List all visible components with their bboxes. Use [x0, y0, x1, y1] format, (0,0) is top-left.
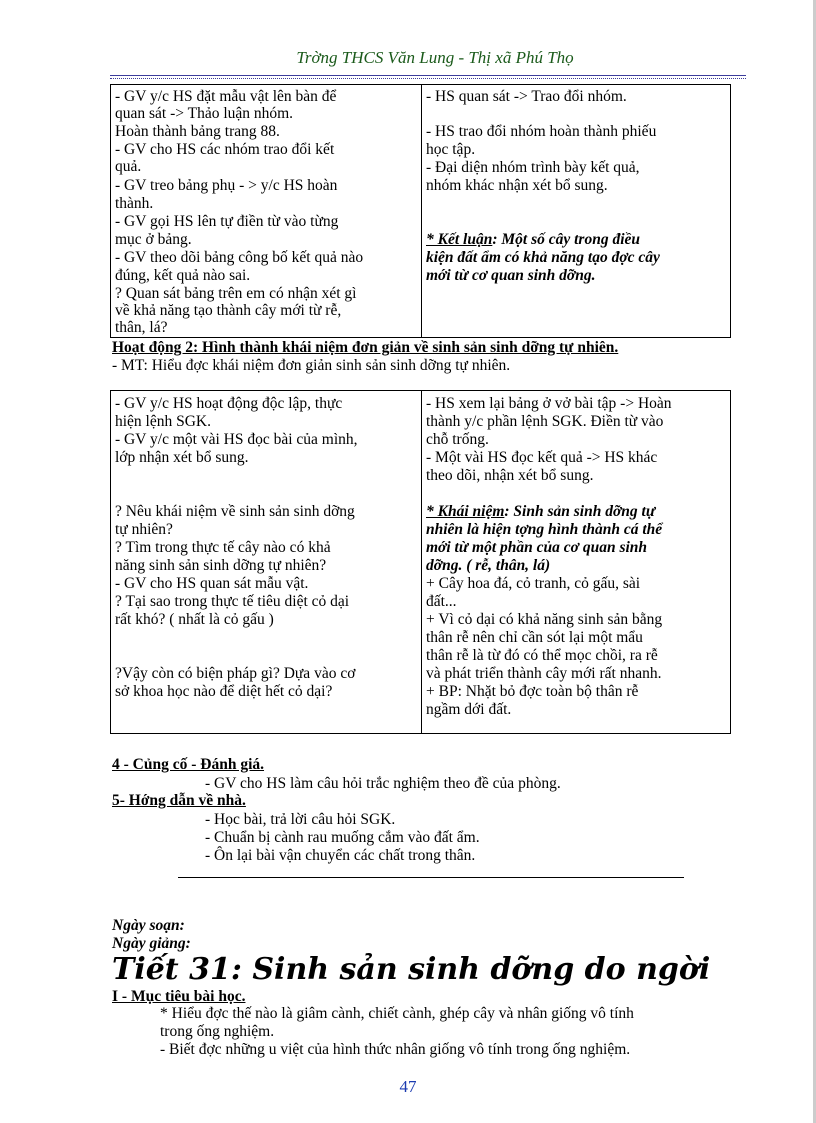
table-line: thân rễ là từ đó có thể mọc chồi, ra rễ: [426, 647, 658, 664]
table-line: - GV y/c một vài HS đọc bài của mình,: [115, 431, 358, 448]
conclusion-line: kiện đất ẩm có khả năng tạo đợc cây: [426, 249, 660, 266]
concept-text: : Sinh sản sinh dỡng tự: [504, 503, 656, 520]
concept-line: dỡng. ( rễ, thân, lá): [426, 557, 551, 574]
table-line: Hoàn thành bảng trang 88.: [115, 123, 280, 140]
table-line: ? Tìm trong thực tế cây nào có khả: [115, 539, 331, 556]
student-column: [422, 391, 730, 733]
conclusion-text: : Một số cây trong điều: [492, 231, 641, 248]
table-line: - GV cho HS quan sát mẫu vật.: [115, 575, 309, 592]
table-line: + Cây hoa đá, cỏ tranh, cỏ gấu, sài: [426, 575, 641, 592]
table-line: ? Quan sát bảng trên em có nhận xét gì: [115, 285, 357, 302]
activity2-title: Hoạt động 2: Hình thành khái niệm đơn giản về sinh sản sinh dỡng tự nhiên.: [112, 339, 619, 356]
activity2-goal: - MT: Hiểu đợc khái niệm đơn giản sinh sản sinh dỡng tự nhiên.: [112, 357, 511, 374]
section5-line: - Học bài, trả lời câu hỏi SGK.: [205, 811, 396, 828]
concept-line: mới từ một phần của cơ quan sinh: [426, 539, 648, 556]
table-line: ngầm dới đất.: [426, 701, 512, 718]
table-line: mục ở bảng.: [115, 231, 192, 248]
concept-line: nhiên là hiện tợng hình thành cá thể: [426, 521, 663, 538]
header-rule: [110, 75, 746, 76]
date-taught: Ngày giảng:: [112, 935, 191, 952]
table-line: - Một vài HS đọc kết quả -> HS khác: [426, 449, 658, 466]
page-header: Trờng THCS Văn Lung - Thị xã Phú Thọ: [296, 48, 574, 67]
section-separator: [178, 877, 684, 878]
concept: [426, 503, 726, 520]
table-line: thành y/c phần lệnh SGK. Điền từ vào: [426, 413, 664, 430]
table-line: chỗ trống.: [426, 431, 489, 448]
conclusion-label: * Kết luận: [426, 231, 493, 248]
table-line: quả.: [115, 158, 142, 175]
table-line: thành.: [115, 195, 154, 212]
activity2-table: [110, 390, 731, 734]
student-column: [422, 85, 730, 337]
conclusion: [426, 231, 726, 248]
table-line: - HS xem lại bảng ở vở bài tập -> Hoàn: [426, 395, 672, 412]
section5-line: - Ôn lại bài vận chuyển các chất trong thân.: [205, 847, 476, 864]
table-line: lớp nhận xét bổ sung.: [115, 449, 249, 466]
table-line: thân, lá?: [115, 319, 168, 336]
table-line: tự nhiên?: [115, 521, 173, 538]
date-prepared: Ngày soạn:: [112, 917, 185, 934]
table-line: + BP: Nhặt bỏ đợc toàn bộ thân rễ: [426, 683, 639, 700]
table-line: ?Vậy còn có biện pháp gì? Dựa vào cơ: [115, 665, 356, 682]
objective-line: * Hiểu đợc thế nào là giâm cành, chiết cành, ghép cây và nhân giống vô tính: [160, 1005, 634, 1022]
table-line: - GV theo dõi bảng công bố kết quả nào: [115, 249, 364, 266]
table-line: quan sát -> Thảo luận nhóm.: [115, 105, 294, 122]
section4-title: 4 - Củng cố - Đánh giá.: [112, 756, 265, 773]
objective-line: trong ống nghiệm.: [160, 1023, 275, 1040]
table-line: đất...: [426, 593, 457, 610]
table-line: và phát triển thành cây mới rất nhanh.: [426, 665, 662, 682]
table-line: về khả năng tạo thành cây mới từ rễ,: [115, 302, 342, 319]
table-line: năng sinh sản sinh dỡng tự nhiên?: [115, 557, 327, 574]
teacher-column: [111, 391, 421, 733]
table-line: - GV cho HS các nhóm trao đổi kết: [115, 141, 335, 158]
concept-label: * Khái niệm: [426, 503, 505, 520]
table-line: - GV treo bảng phụ - > y/c HS hoàn: [115, 177, 338, 194]
header-rule-dotted: [110, 78, 746, 79]
activity1-table: [110, 84, 731, 338]
table-line: - GV y/c HS hoạt động độc lập, thực: [115, 395, 343, 412]
table-line: - HS quan sát -> Trao đổi nhóm.: [426, 88, 627, 105]
lesson-title: Tiết 31: Sinh sản sinh dỡng do ngời: [112, 952, 711, 987]
table-line: rất khó? ( nhất là cỏ gấu ): [115, 611, 274, 628]
section5-line: - Chuẩn bị cành rau muống cắm vào đất ẩm.: [205, 829, 480, 846]
teacher-column: [111, 85, 421, 337]
section5-title: 5- Hớng dẫn về nhà.: [112, 792, 246, 809]
page-number: 47: [399, 1077, 417, 1096]
table-line: hiện lệnh SGK.: [115, 413, 212, 430]
table-line: + Vì cỏ dại có khả năng sinh sản bằng: [426, 611, 663, 628]
table-line: đúng, kết quả nào sai.: [115, 267, 251, 284]
table-line: - HS trao đổi nhóm hoàn thành phiếu: [426, 123, 657, 140]
table-line: ? Tại sao trong thực tế tiêu diệt cỏ dại: [115, 593, 350, 610]
objective-heading: I - Mục tiêu bài học.: [112, 988, 246, 1005]
table-line: nhóm khác nhận xét bổ sung.: [426, 177, 608, 194]
conclusion-line: mới từ cơ quan sinh dỡng.: [426, 267, 596, 284]
table-line: sở khoa học nào để diệt hết cỏ dại?: [115, 683, 333, 700]
table-line: học tập.: [426, 141, 476, 158]
table-line: theo dõi, nhận xét bổ sung.: [426, 467, 594, 484]
section4-line: - GV cho HS làm câu hỏi trắc nghiệm theo đề của phòng.: [205, 775, 561, 792]
table-line: - GV y/c HS đặt mẫu vật lên bàn để: [115, 88, 337, 105]
table-line: thân rễ nên chỉ cần sót lại một mẩu: [426, 629, 643, 646]
table-line: ? Nêu khái niệm về sinh sản sinh dỡng: [115, 503, 355, 520]
table-line: - Đại diện nhóm trình bày kết quả,: [426, 159, 640, 176]
objective-line: - Biết đợc những u việt của hình thức nhân giống vô tính trong ống nghiệm.: [160, 1041, 631, 1058]
table-line: - GV gọi HS lên tự điền từ vào từng: [115, 213, 339, 230]
